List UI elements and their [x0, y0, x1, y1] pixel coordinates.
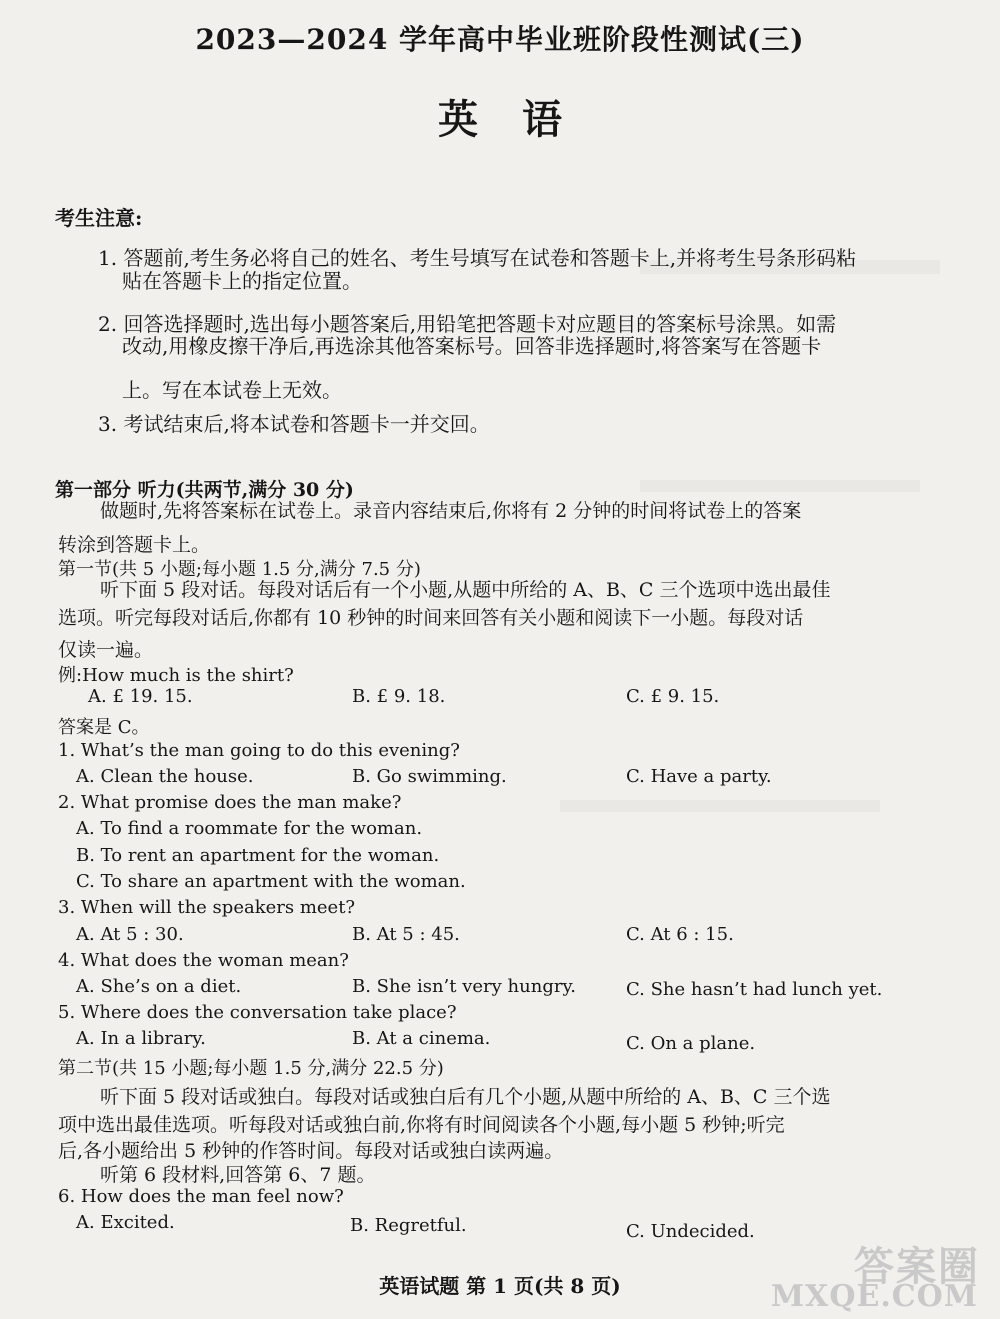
q4-option-a: A. She’s on a diet. — [76, 976, 242, 997]
exam-title: 2023—2024 学年高中毕业班阶段性测试(三) — [195, 23, 805, 56]
q2-option-c: C. To share an apartment with the woman. — [76, 871, 466, 892]
part1-heading: 第一部分 听力(共两节,满分 30 分) — [55, 479, 354, 501]
bleed-through-mark — [640, 480, 920, 492]
q3-option-a: A. At 5 : 30. — [76, 924, 184, 945]
question-1: 1. What’s the man going to do this evening? — [58, 740, 460, 761]
notice-line: 1. 答题前,考生务必将自己的姓名、考生号填写在试卷和答题卡上,并将考生号条形码粘 — [98, 246, 857, 270]
section2-intro-line: 后,各小题给出 5 秒钟的作答时间。每段对话或独白读两遍。 — [58, 1140, 564, 1162]
watermark-bottom-text: MXQE.COM — [770, 1279, 978, 1314]
question-4: 4. What does the woman mean? — [58, 950, 349, 971]
section1-intro-line: 仅读一遍。 — [58, 639, 154, 661]
example-question: 例:How much is the shirt? — [58, 665, 294, 686]
example-option-b: B. £ 9. 18. — [352, 686, 446, 707]
q1-option-a: A. Clean the house. — [76, 766, 254, 787]
q6-option-a: A. Excited. — [76, 1212, 175, 1233]
q2-option-a: A. To find a roommate for the woman. — [76, 818, 423, 839]
bleed-through-mark — [560, 800, 880, 812]
q2-option-b: B. To rent an apartment for the woman. — [76, 845, 440, 866]
section2-heading: 第二节(共 15 小题;每小题 1.5 分,满分 22.5 分) — [58, 1058, 444, 1079]
question-3: 3. When will the speakers meet? — [58, 897, 356, 918]
notice-line: 上。写在本试卷上无效。 — [122, 378, 342, 402]
q3-option-c: C. At 6 : 15. — [626, 924, 734, 945]
question-2: 2. What promise does the man make? — [58, 792, 402, 813]
subject-title: 英语 — [438, 96, 606, 143]
section2-intro-line: 项中选出最佳选项。听每段对话或独白前,你将有时间阅读各个小题,每小题 5 秒钟;听完 — [58, 1114, 785, 1136]
question-5: 5. Where does the conversation take place? — [58, 1002, 457, 1023]
notice-line: 2. 回答选择题时,选出每小题答案后,用铅笔把答题卡对应题目的答案标号涂黑。如需 — [98, 312, 837, 336]
watermark-top-text: 答案圈 — [854, 1243, 980, 1290]
q3-option-b: B. At 5 : 45. — [352, 924, 460, 945]
section1-intro-line: 听下面 5 段对话。每段对话后有一个小题,从题中所给的 A、B、C 三个选项中选出最佳 — [100, 579, 831, 601]
q1-option-b: B. Go swimming. — [352, 766, 507, 787]
q5-option-b: B. At a cinema. — [352, 1028, 491, 1049]
part1-intro-line: 做题时,先将答案标在试卷上。录音内容结束后,你将有 2 分钟的时间将试卷上的答案 — [100, 500, 802, 522]
notice-heading: 考生注意: — [55, 206, 143, 230]
q5-option-c: C. On a plane. — [626, 1033, 756, 1054]
question-6: 6. How does the man feel now? — [58, 1186, 344, 1207]
example-option-a: A. £ 19. 15. — [88, 686, 193, 707]
notice-line: 改动,用橡皮擦干净后,再选涂其他答案标号。回答非选择题时,将答案写在答题卡 — [122, 334, 822, 358]
watermark-logo — [770, 1235, 980, 1314]
example-option-c: C. £ 9. 15. — [626, 686, 720, 707]
part1-intro-line: 转涂到答题卡上。 — [58, 534, 211, 556]
q1-option-c: C. Have a party. — [626, 766, 772, 787]
q5-option-a: A. In a library. — [76, 1028, 206, 1049]
q6-option-c: C. Undecided. — [626, 1221, 755, 1242]
page-footer: 英语试题 第 1 页(共 8 页) — [379, 1274, 621, 1298]
example-answer: 答案是 C。 — [58, 717, 150, 738]
notice-line: 贴在答题卡上的指定位置。 — [122, 269, 362, 293]
q4-option-c: C. She hasn’t had lunch yet. — [626, 979, 883, 1000]
q4-option-b: B. She isn’t very hungry. — [352, 976, 576, 997]
section2-intro-line: 听第 6 段材料,回答第 6、7 题。 — [100, 1164, 376, 1186]
section1-intro-line: 选项。听完每段对话后,你都有 10 秒钟的时间来回答有关小题和阅读下一小题。每段对话 — [58, 607, 804, 629]
q6-option-b: B. Regretful. — [350, 1215, 467, 1236]
section1-heading: 第一节(共 5 小题;每小题 1.5 分,满分 7.5 分) — [58, 559, 421, 580]
section2-intro-line: 听下面 5 段对话或独白。每段对话或独白后有几个小题,从题中所给的 A、B、C 三个选 — [100, 1086, 831, 1108]
notice-line: 3. 考试结束后,将本试卷和答题卡一并交回。 — [98, 412, 490, 436]
